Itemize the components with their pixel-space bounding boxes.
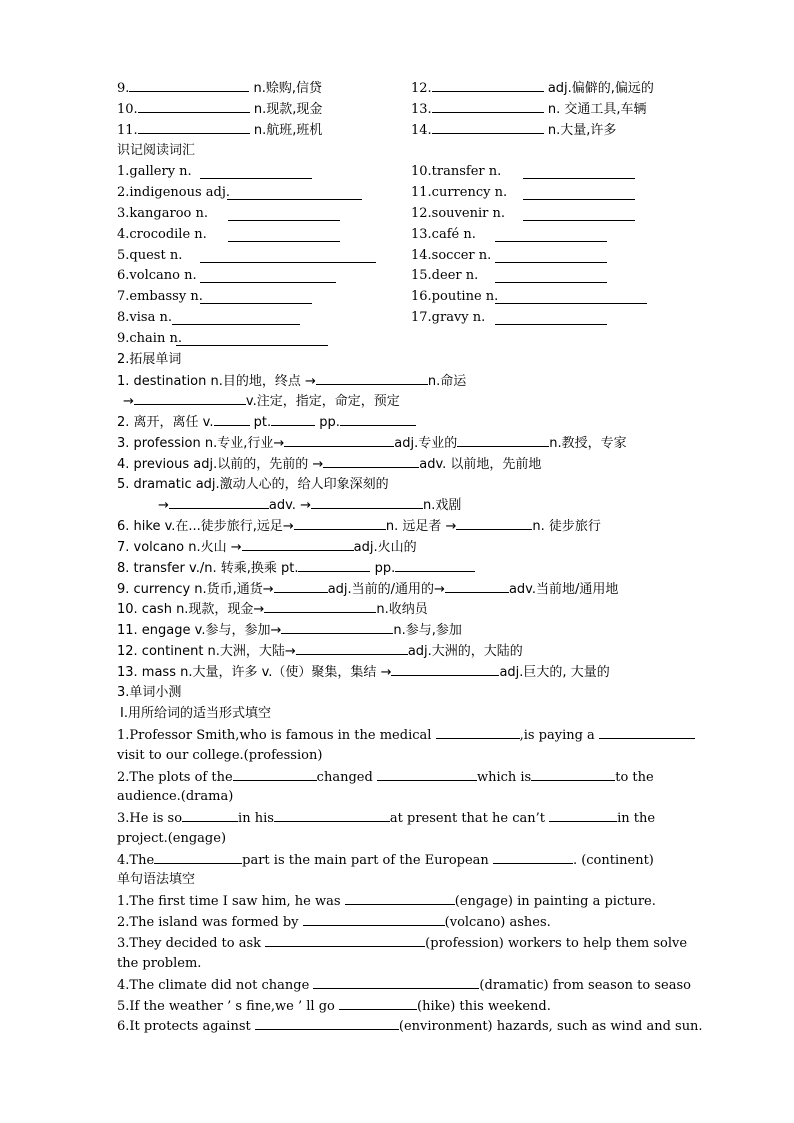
reading-item: 8.visa n. (117, 310, 172, 325)
reading-item: 4.crocodile n. (117, 227, 207, 242)
reading-item: 1.gallery n. (117, 164, 192, 179)
part1-q2: 2.The plots of the changed which is to the (117, 767, 654, 787)
reading-item: 13.café n. (411, 227, 476, 242)
blank[interactable] (255, 1016, 399, 1030)
blank[interactable] (274, 579, 328, 593)
extend-row-10: 10. cash n.现款，现金→ n.收纳员 (117, 599, 428, 619)
blank[interactable] (271, 412, 315, 426)
extend-row-4: 4. previous adj.以前的，先前的 → adv. 以前地，先前地 (117, 454, 541, 474)
grammar-q3: 3.They decided to ask (profession) workers to help them solve (117, 933, 687, 953)
vocab-item-11: 11. n.航班,班机 (117, 120, 322, 140)
reading-item: 2.indigenous adj. (117, 185, 231, 200)
blank[interactable] (214, 412, 250, 426)
blank[interactable] (200, 290, 312, 304)
blank[interactable] (284, 433, 394, 447)
reading-item: 7.embassy n. (117, 289, 203, 304)
blank[interactable] (154, 850, 242, 864)
reading-item: 14.soccer n. (411, 248, 492, 263)
grammar-q6: 6.It protects against (environment) hazards, such as wind and sun. (117, 1016, 703, 1036)
blank[interactable] (172, 311, 300, 325)
grammar-q2: 2.The island was formed by (volcano) ashes. (117, 912, 551, 932)
extend-row-6: 6. hike v.在...徒步旅行,远足→ n. 远足者 → n. 徒步旅行 (117, 516, 601, 536)
section-title-reading: 识记阅读词汇 (117, 143, 196, 158)
blank[interactable] (432, 120, 544, 134)
blank[interactable] (493, 850, 573, 864)
blank[interactable] (233, 767, 317, 781)
blank[interactable] (523, 207, 635, 221)
blank[interactable] (495, 311, 607, 325)
reading-item: 15.deer n. (411, 268, 479, 283)
blank[interactable] (432, 78, 544, 92)
blank[interactable] (298, 558, 370, 572)
part1-q1-cont: visit to our college.(profession) (117, 748, 323, 763)
reading-item: 9.chain n. (117, 331, 182, 346)
blank[interactable] (457, 433, 549, 447)
blank[interactable] (432, 99, 544, 113)
blank[interactable] (495, 249, 607, 263)
blank[interactable] (294, 516, 386, 530)
blank[interactable] (495, 269, 607, 283)
reading-item: 6.volcano n. (117, 268, 197, 283)
extend-row-5: 5. dramatic adj.激动人心的，给人印象深刻的 (117, 477, 389, 492)
blank[interactable] (313, 975, 479, 989)
extend-row-13: 13. mass n.大量，许多 v.（使）聚集，集结 → adj.巨大的, 大量的 (117, 662, 610, 682)
blank[interactable] (296, 641, 408, 655)
blank[interactable] (176, 332, 328, 346)
blank[interactable] (311, 495, 423, 509)
blank[interactable] (436, 725, 520, 739)
section-title-quiz: 3.单词小测 (117, 685, 182, 700)
blank[interactable] (456, 516, 532, 530)
blank[interactable] (316, 371, 428, 385)
reading-item: 10.transfer n. (411, 164, 502, 179)
extend-row-9: 9. currency n.货币,通货→ adj.当前的/通用的→ adv.当前地/通用地 (117, 579, 618, 599)
reading-item: 11.currency n. (411, 185, 508, 200)
part1-q3: 3.He is so in his at present that he can’t in the (117, 808, 655, 828)
blank[interactable] (274, 808, 390, 822)
part1-q3-cont: project.(engage) (117, 831, 227, 846)
reading-item: 16.poutine n. (411, 289, 499, 304)
blank[interactable] (129, 78, 249, 92)
extend-row-2: 2. 离开，离任 v. pt. pp. (117, 412, 416, 432)
vocab-item-12: 12. adj.偏僻的,偏远的 (411, 78, 654, 98)
grammar-q5: 5.If the weather ’ s fine,we ’ ll go (hike) this weekend. (117, 996, 551, 1016)
blank[interactable] (445, 579, 509, 593)
extend-row-11: 11. engage v.参与，参加→ n.参与,参加 (117, 620, 462, 640)
blank[interactable] (138, 99, 250, 113)
extend-row-12: 12. continent n.大洲，大陆→ adj.大洲的，大陆的 (117, 641, 523, 661)
blank[interactable] (138, 120, 250, 134)
grammar-q1: 1.The first time I saw him, he was (engage) in painting a picture. (117, 891, 656, 911)
extend-row-1: 1. destination n.目的地，终点 → n.命运 (117, 371, 466, 391)
vocab-item-10: 10. n.现款,现金 (117, 99, 322, 119)
blank[interactable] (228, 207, 340, 221)
blank[interactable] (523, 165, 635, 179)
blank[interactable] (265, 933, 425, 947)
blank[interactable] (531, 767, 615, 781)
vocab-item-13: 13. n. 交通工具,车辆 (411, 99, 646, 119)
blank[interactable] (339, 996, 417, 1010)
extend-row-8: 8. transfer v./n. 转乘,换乘 pt. pp. (117, 558, 475, 578)
blank[interactable] (523, 186, 635, 200)
blank[interactable] (281, 620, 393, 634)
blank[interactable] (200, 249, 376, 263)
section-title-extend: 2.拓展单词 (117, 352, 182, 367)
vocab-item-14: 14. n.大量,许多 (411, 120, 616, 140)
extend-row-3: 3. profession n.专业,行业→ adj.专业的 n.教授，专家 (117, 433, 627, 453)
section-title-grammar: 单句语法填空 (117, 872, 196, 887)
blank[interactable] (599, 725, 695, 739)
blank[interactable] (549, 808, 617, 822)
blank[interactable] (134, 391, 246, 405)
blank[interactable] (264, 599, 376, 613)
blank[interactable] (200, 165, 312, 179)
part1-q2-cont: audience.(drama) (117, 789, 234, 804)
blank[interactable] (169, 495, 269, 509)
vocab-item-9: 9. n.赊购,信贷 (117, 78, 322, 98)
reading-item: 5.quest n. (117, 248, 183, 263)
blank[interactable] (242, 537, 354, 551)
reading-item: 3.kangaroo n. (117, 206, 208, 221)
part1-title: Ⅰ.用所给词的适当形式填空 (120, 706, 271, 721)
part1-q4: 4.The part is the main part of the European . (continent) (117, 850, 654, 870)
extend-row-5b: → adv. → n.戏剧 (158, 495, 461, 515)
reading-item: 17.gravy n. (411, 310, 486, 325)
extend-row-7: 7. volcano n.火山 → adj.火山的 (117, 537, 417, 557)
blank[interactable] (495, 228, 607, 242)
reading-item: 12.souvenir n. (411, 206, 505, 221)
grammar-q3-cont: the problem. (117, 956, 202, 971)
blank[interactable] (323, 454, 419, 468)
blank[interactable] (395, 558, 475, 572)
part1-q1: 1.Professor Smith,who is famous in the medical ,is paying a (117, 725, 695, 745)
blank[interactable] (227, 186, 362, 200)
blank[interactable] (340, 412, 416, 426)
blank[interactable] (303, 912, 445, 926)
extend-row-1b: → v.注定，指定，命定，预定 (123, 391, 400, 411)
blank[interactable] (228, 228, 340, 242)
blank[interactable] (182, 808, 238, 822)
blank[interactable] (391, 662, 499, 676)
blank[interactable] (200, 269, 336, 283)
grammar-q4: 4.The climate did not change (dramatic) from season to seaso (117, 975, 691, 995)
blank[interactable] (345, 891, 455, 905)
blank[interactable] (495, 290, 647, 304)
blank[interactable] (377, 767, 477, 781)
